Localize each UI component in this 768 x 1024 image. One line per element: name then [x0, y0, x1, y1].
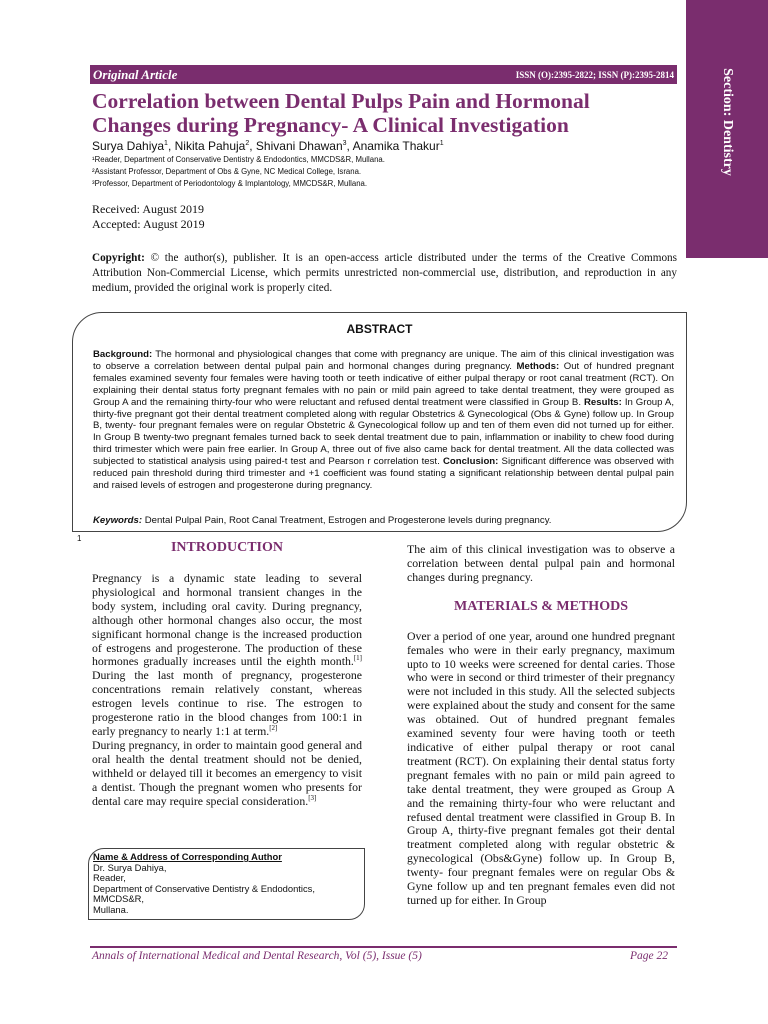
author-sup: 2 — [245, 140, 250, 147]
accepted-date: Accepted: August 2019 — [92, 217, 205, 231]
author: Shivani Dhawan — [255, 139, 343, 153]
corresponding-author-box — [88, 848, 365, 920]
intro-paragraph-2 — [92, 739, 362, 809]
citation: [2] — [269, 724, 278, 733]
author: Anamika Thakur — [352, 139, 440, 153]
corresponding-line: Mullana. — [93, 903, 129, 915]
affiliation: ¹Reader, Department of Conservative Dentistry & Endodontics, MMCDS&R, Mullana. — [92, 155, 385, 164]
corresponding-title: Name & Address of Corresponding Author — [93, 851, 282, 862]
abstract-body — [93, 349, 674, 492]
paper-title — [92, 89, 677, 137]
methods-label: Methods: — [516, 360, 560, 372]
background-label: Background: — [93, 349, 153, 360]
corresponding-line: Dr. Surya Dahiya, — [93, 861, 167, 873]
intro-text: During pregnancy, in order to maintain good general and oral health the dental treatment should not be denied, withheld or delayed till it becomes an emergency to visit a dentist. Though the pregnant women who presents for dental care may require special consideration. — [92, 737, 362, 808]
right-column — [407, 543, 675, 908]
keywords-label: Keywords: — [93, 515, 143, 526]
left-column — [92, 540, 362, 808]
title-line-2: Changes during Pregnancy- A Clinical Investigation — [92, 113, 569, 137]
issn: ISSN (O):2395-2822; ISSN (P):2395-2814 — [515, 69, 674, 80]
line-number: 1 — [77, 534, 82, 543]
article-header-bar — [90, 65, 677, 84]
methods-paragraph-1: Over a period of one year, around one hundred pregnant females who were in their early pregnancy, maximum upto to 10 weeks were screened for dental caries. Those who were in second or third trimester of their pregnancy were not included in this study. All the selected subjects were explained about the study and consent for the same was obtained. Out of hundred pregnant females examined seventy four were having tooth or teeth indicative of either pulpal therapy or root canal treatment (RCT). On explaining their dental status forty pregnant females with no pain or mild pain agreed to take dental treatment, they were grouped as Group A and the remaining thirty-four who were reluctant and refused dental treatment were classified in Group B. In Group A, thirty-five pregnant females got their dental treatment completed along with regular obstetric & gynecological (Obs&Gyne) follow up. In Group B, twenty- four pregnant females were on regular Obs & Gyne follow up and ten pregnant females even did not turned up for either. In Group — [407, 628, 675, 907]
conclusion-label: Conclusion: — [442, 456, 499, 468]
footer-rule — [90, 946, 677, 948]
intro-paragraph-1 — [92, 572, 362, 739]
intro-text: Pregnancy is a dynamic state leading to several physiological and hormonal transient changes in the body system, including oral cavity. During pregnancy, although other hormonal changes also occur, the most significant hormonal change is the increased production of estrogens and progesterone. The production of these hormones gradually increases until the eighth month. — [92, 571, 362, 669]
results-text: In Group A, thirty-five pregnant got their dental treatment completed along with regular Obstetrics & Gynecological (Obs & Gyne) follow up. In Group B, twenty- four pregnant females were on regular Obstetric & Gynecological follow up and ten of them even did not turned up for either. In Group B twenty-two pregnant females turned back to seek dental treatment due to pain, inflammation or inability to chew food during third trimester which were pain free earlier. In Group A, three out of five also came back for dental treatment. All the data collected was subjected to statistical analysis using paired-t test and Pearson r correlation test. — [93, 396, 674, 468]
conclusion-text: Significant difference was observed with reduced pain threshold during third trimester and +1 coefficient was found stating a significant relationship between dental pulpal pain and raised levels of estrogen and progesterone during pregnancy. — [93, 456, 675, 491]
abstract-heading: ABSTRACT — [346, 322, 413, 336]
methods-text: Out of hundred pregnant females examined seventy four females were having tooth or teeth indicative of either pulpal therapy or root canal treatment (RCT). On explaining their dental status forty pregnant females with no pain or mild pain agreed to take dental treatment, they were grouped as Group A and the remaining thirty-four who were reluctant and refused dental treatment were classified in Group B. — [93, 360, 674, 408]
author: Surya Dahiya — [92, 139, 165, 153]
article-dates — [92, 202, 205, 232]
page-number: Page 22 — [629, 950, 668, 962]
author-sup: 1 — [164, 140, 168, 147]
citation: [1] — [353, 654, 362, 663]
corresponding-line: MMCDS&R, — [93, 893, 145, 905]
author: Nikita Pahuja — [174, 139, 246, 153]
affiliation: ²Assistant Professor, Department of Obs & Gyne, NC Medical College, Israna. — [92, 167, 362, 176]
title-line-1: Correlation between Dental Pulps Pain and Hormonal — [92, 89, 590, 113]
introduction-heading: INTRODUCTION — [170, 540, 283, 555]
section-label: Section: Dentistry — [720, 68, 735, 176]
intro-text: During the last month of pregnancy, progesterone concentrations remain relatively constant, whereas estrogen levels continue to rise. The estrogen to progesterone ratio in the blood changes from 100:1 in early pregnancy to nearly 1:1 at term. — [92, 668, 362, 738]
results-label: Results: — [583, 396, 622, 408]
journal-citation: Annals of International Medical and Dental Research, Vol (5), Issue (5) — [92, 950, 422, 962]
author-list: Surya Dahiya$^1$, Nikita Pahuja$^2$, Shivani Dhawan$^3$, Anamika Thakur$^1$ — [92, 139, 444, 153]
intro-paragraph-3: The aim of this clinical investigation was to observe a correlation between dental pulpal pain and hormonal changes during pregnancy. — [407, 542, 675, 584]
author-sup: 1 — [439, 140, 444, 147]
copyright-notice — [92, 251, 677, 296]
keywords-text: Dental Pulpal Pain, Root Canal Treatment, Estrogen and Progesterone levels during pregnancy. — [142, 515, 552, 526]
article-type: Original Article — [93, 66, 178, 82]
citation: [3] — [308, 793, 317, 802]
methods-heading: MATERIALS & METHODS — [454, 598, 628, 614]
abstract-box — [72, 312, 687, 532]
affiliations — [92, 154, 385, 190]
background-text: The hormonal and physiological changes that come with pregnancy are unique. The aim of this clinical investigation was to observe a correlation between dental pulpal pain and hormonal changes during pregnancy. — [93, 349, 674, 372]
received-date: Received: August 2019 — [92, 202, 204, 216]
copyright-text: © the author(s), publisher. It is an open-access article distributed under the terms of the Creative Commons Attribution Non-Commercial License, which permits unrestricted non-commercial use, distribution, and reproduction in any medium, provided the original work is properly cited. — [92, 252, 677, 294]
author-sup: 3 — [342, 140, 347, 147]
corresponding-line: Department of Conservative Dentistry & Endodontics, — [93, 882, 315, 894]
copyright-label: Copyright: — [92, 252, 145, 264]
corresponding-line: Reader, — [93, 872, 126, 884]
affiliation: ³Professor, Department of Periodontology & Implantology, MMCDS&R, Mullana. — [92, 179, 368, 188]
section-tab — [686, 0, 768, 258]
keywords — [93, 515, 674, 526]
